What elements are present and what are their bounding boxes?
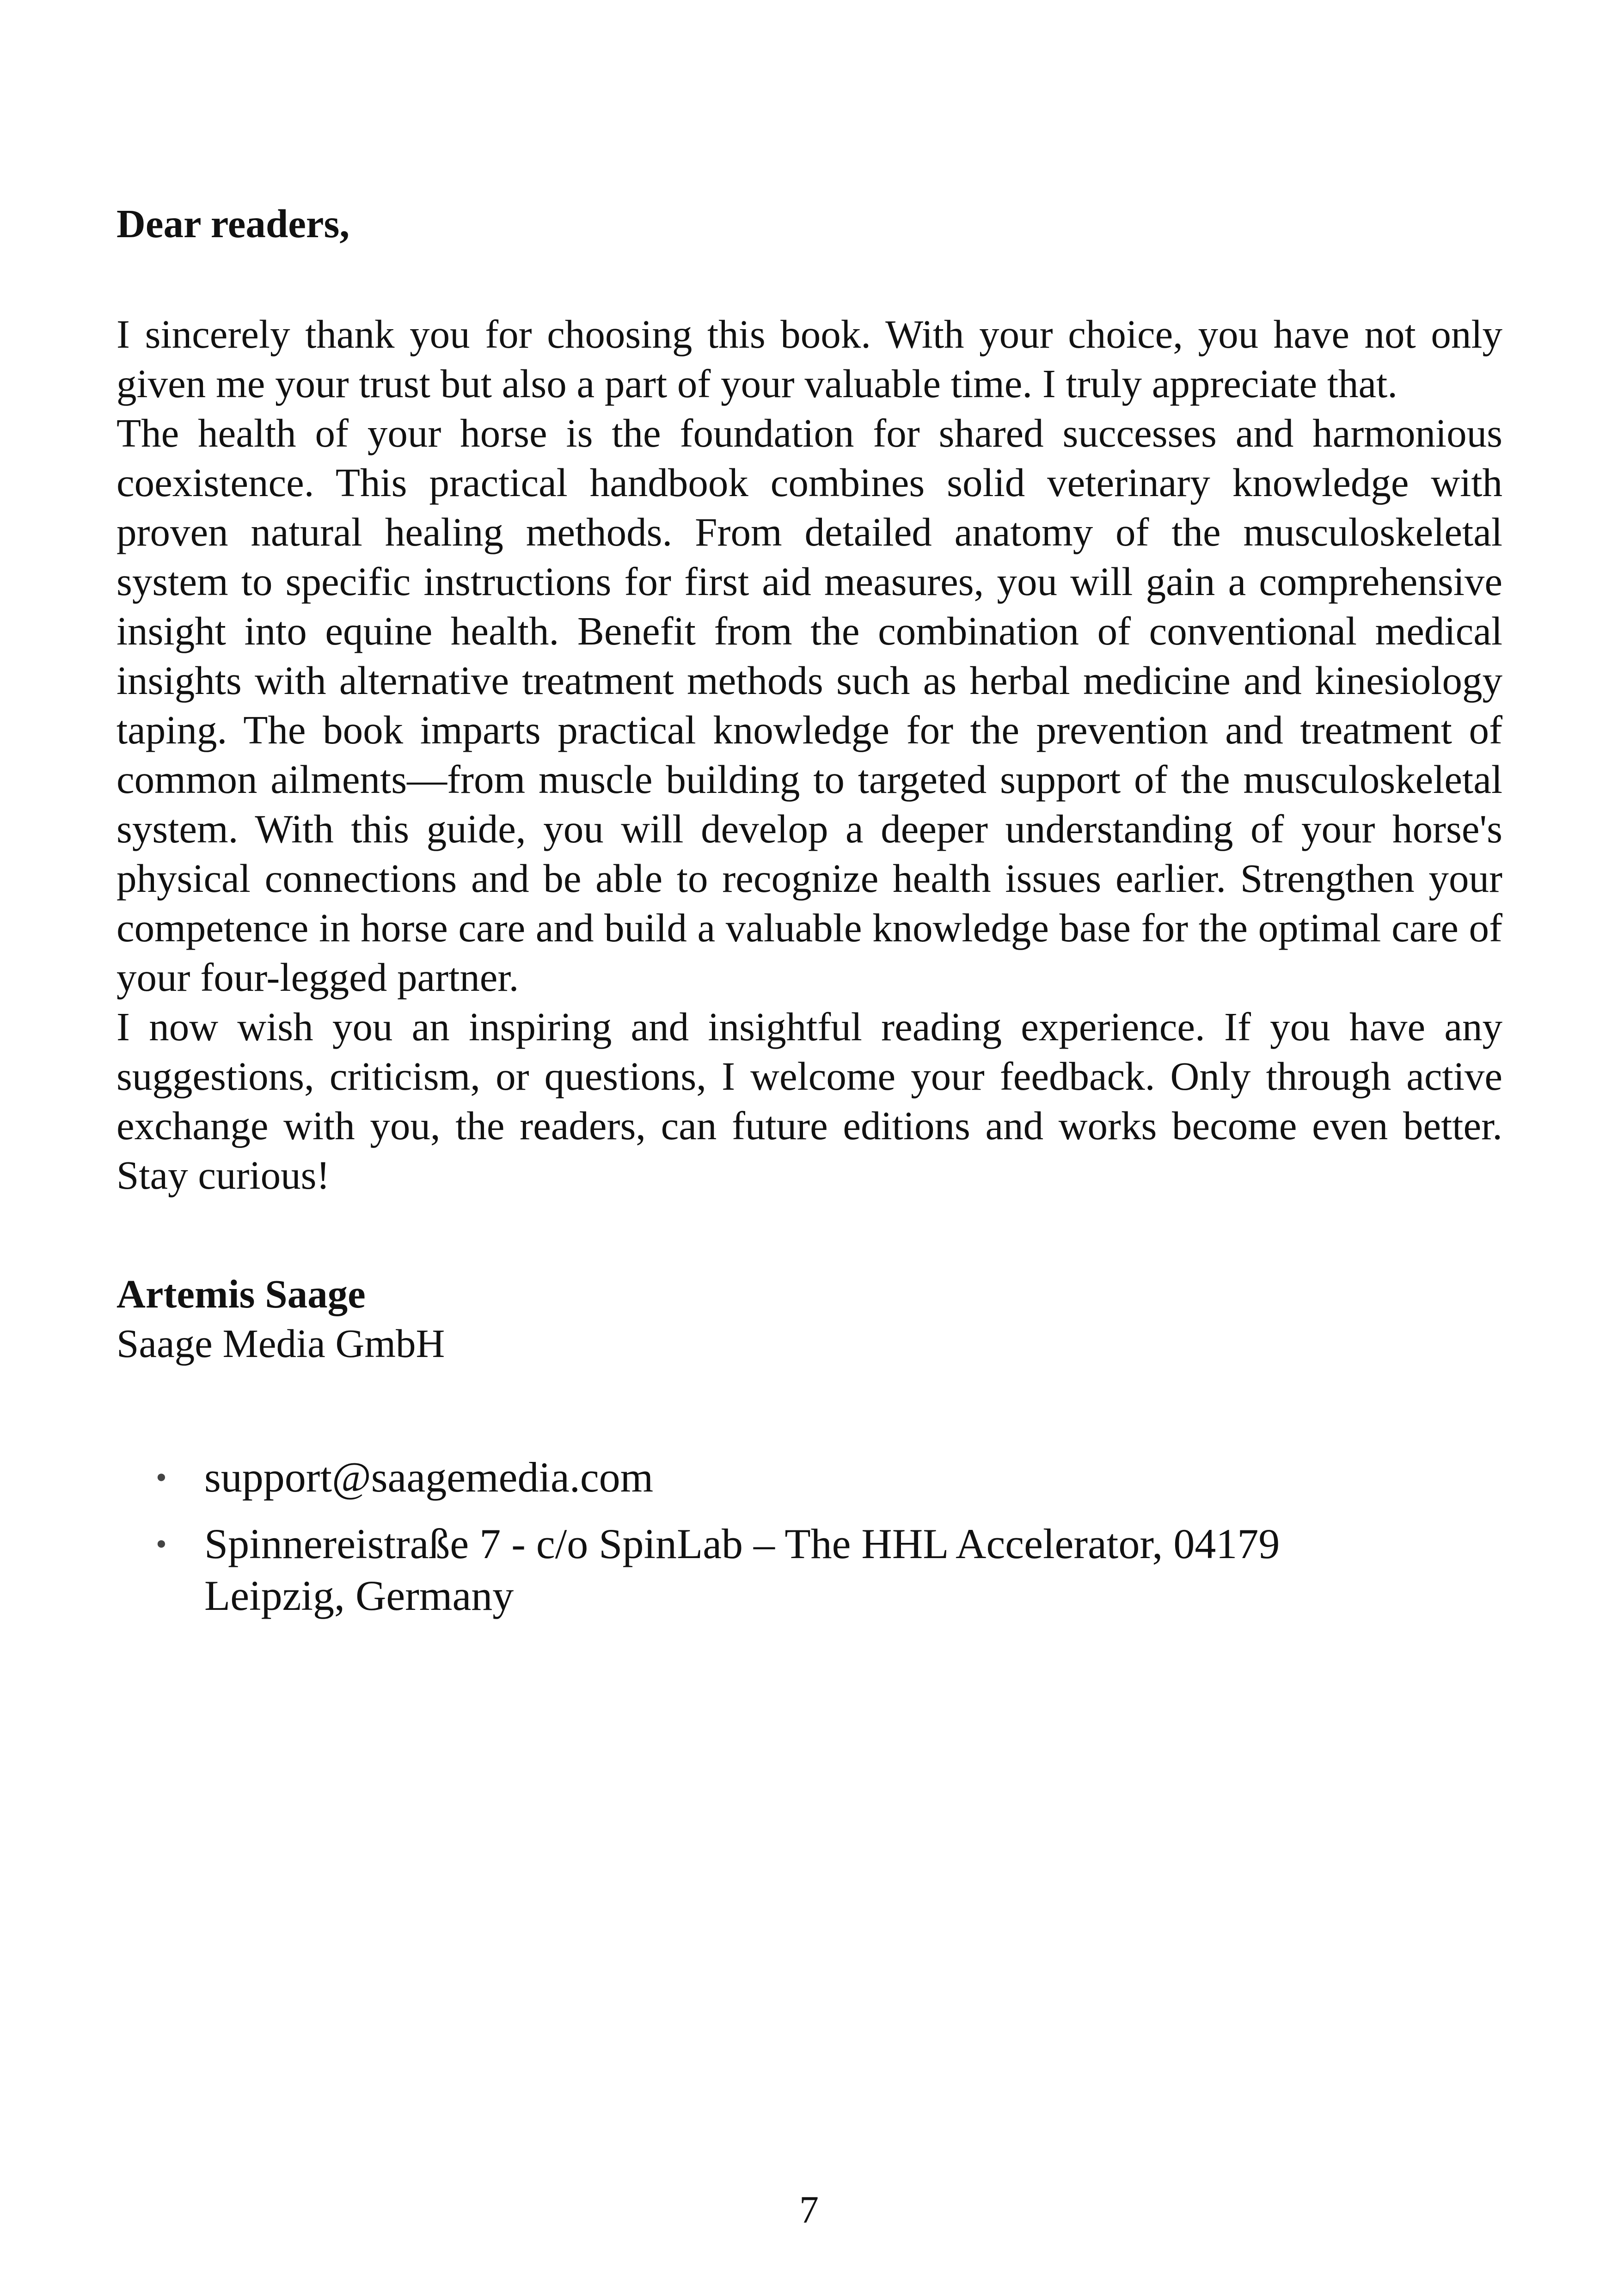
paragraph-thanks: I sincerely thank you for choosing this book. With your choice, you have not only given me your trust but also a part of your valuable time. I truly appreciate that. — [116, 312, 1502, 406]
company-name: Saage Media GmbH — [116, 1321, 445, 1366]
contact-email — [156, 1451, 1502, 1503]
bullet-icon: • — [156, 1526, 167, 1561]
author-name: Artemis Saage — [116, 1271, 366, 1316]
paragraph-closing: I now wish you an inspiring and insightful reading experience. If you have any suggestions, criticism, or questions, I welcome your feedback. Only through active exchange with you, the readers, can future editions and works become even better. Stay curious! — [116, 1004, 1502, 1197]
page-number: 7 — [799, 2188, 819, 2231]
signature-block — [116, 1269, 1502, 1368]
address-text: Spinnereistraße 7 - c/o SpinLab – The HHL Accelerator, 04179 Leipzig, Germany — [204, 1520, 1280, 1619]
letter-body — [116, 199, 1502, 1636]
email-text: support@saagemedia.com — [204, 1454, 654, 1501]
contact-address — [156, 1518, 1502, 1621]
bullet-icon: • — [156, 1460, 167, 1495]
greeting: Dear readers, — [116, 201, 350, 246]
paragraph-book-description: The health of your horse is the foundation for shared successes and harmonious coexistence. This practical handbook combines solid veterinary knowledge with proven natural healing methods. From detailed anatomy of the musculoskeletal system to specific instructions for first aid measures, you will gain a comprehensive insight into equine health. Benefit from the combination of conventional medical insights with alternative treatment methods such as herbal medicine and kinesiology taping. The book imparts practical knowledge for the prevention and treatment of common ailments—from muscle building to targeted support of the musculoskeletal system. With this guide, you will develop a deeper understanding of your horse's physical connections and be able to recognize health issues earlier. Strengthen your competence in horse care and build a valuable knowledge base for the optimal care of your four-legged partner. — [116, 411, 1502, 1000]
contact-list — [116, 1451, 1502, 1621]
